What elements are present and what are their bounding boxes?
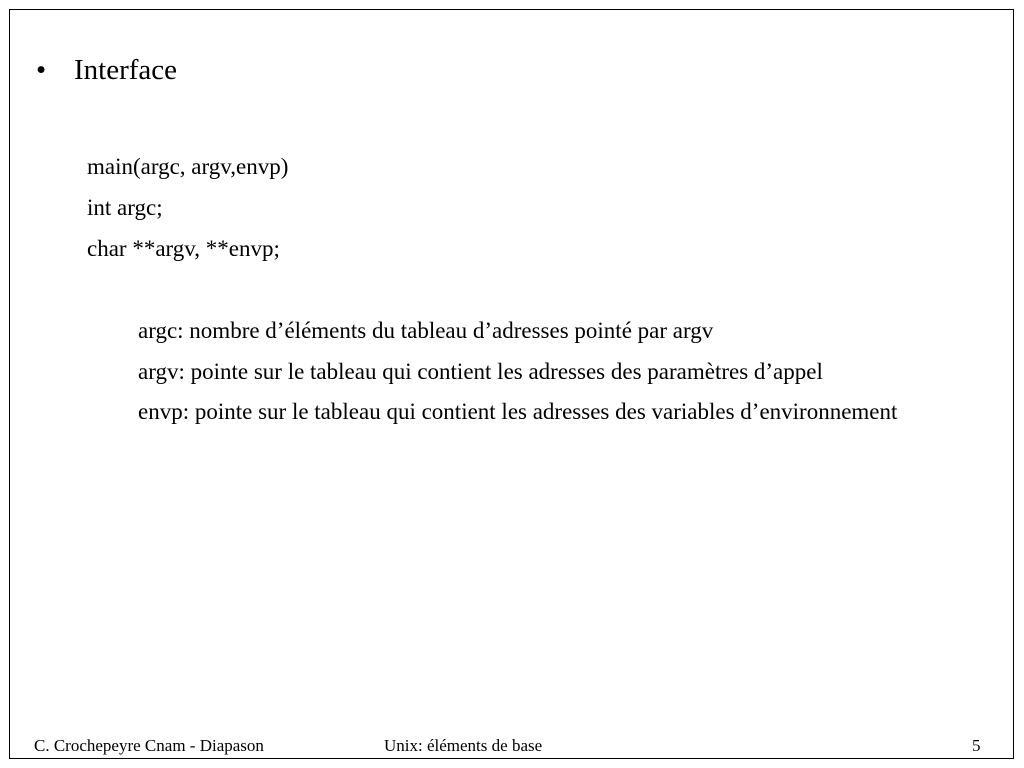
footer-author: C. Crochepeyre Cnam - Diapason bbox=[34, 736, 264, 755]
footer-page-number: 5 bbox=[972, 736, 981, 755]
footer-title: Unix: éléments de base bbox=[384, 736, 543, 755]
description-envp: envp: pointe sur le tableau qui contient les adresses des variables d’environnement bbox=[138, 399, 898, 424]
bullet-icon: • bbox=[36, 54, 47, 86]
code-line-argc: int argc; bbox=[87, 195, 163, 220]
description-argc: argc: nombre d’éléments du tableau d’adresses pointé par argv bbox=[138, 318, 714, 343]
code-line-main: main(argc, argv,envp) bbox=[87, 154, 289, 179]
heading-row bbox=[36, 52, 177, 88]
code-line-argv-envp: char **argv, **envp; bbox=[87, 236, 280, 261]
code-block bbox=[87, 146, 288, 269]
description-block bbox=[138, 310, 1023, 429]
slide-heading: Interface bbox=[74, 54, 178, 86]
description-argv: argv: pointe sur le tableau qui contient les adresses des paramètres d’appel bbox=[138, 359, 823, 384]
